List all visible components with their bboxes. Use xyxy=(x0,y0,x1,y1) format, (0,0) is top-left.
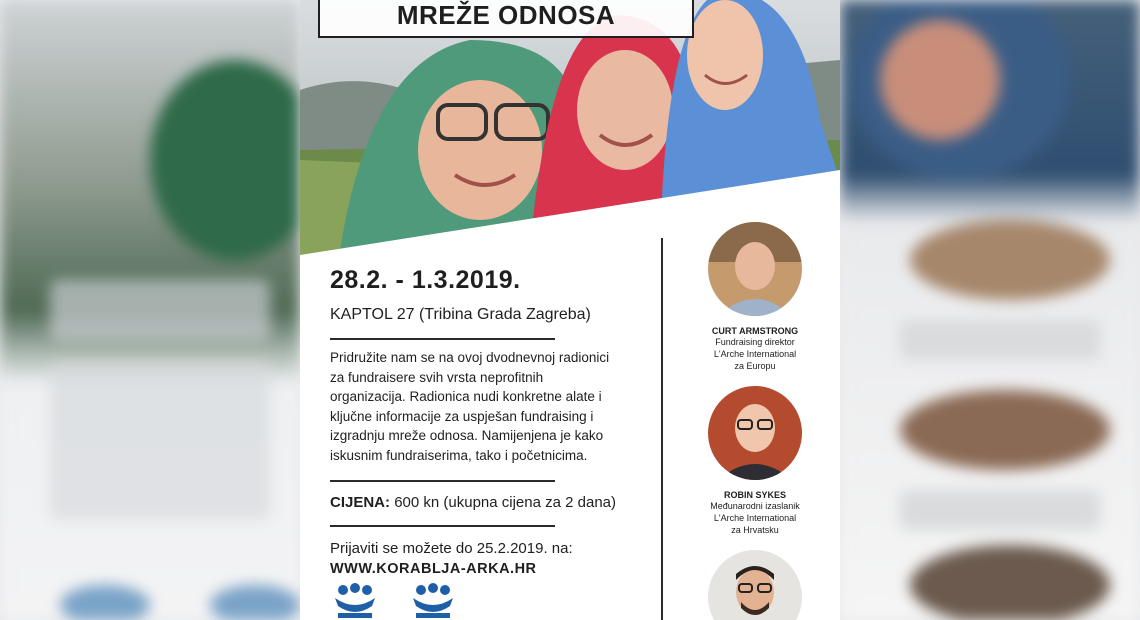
speaker-role-line: za Europu xyxy=(734,361,776,371)
event-description: Pridružite nam se na ovoj dvodnevnoj radionici za fundraisere svih vrsta neprofitnih organizacija. Radionica nudi konkretne alate i ključne informacije za uspješan fundraising i izgradnju mreže odnosa. Namijenjena je kako iskusnim fundraiserima, tako i početnicima. xyxy=(330,350,610,463)
avatar xyxy=(708,386,802,480)
speaker-card xyxy=(695,550,815,620)
speaker-name: ROBIN SYKES xyxy=(723,490,786,500)
speaker-card xyxy=(695,222,815,372)
speaker-role-line: Fundraising direktor xyxy=(715,337,795,347)
speaker-card xyxy=(695,386,815,536)
event-poster xyxy=(300,0,840,620)
speaker-role-line: L'Arche International xyxy=(713,513,797,523)
organizer-logos xyxy=(330,580,458,620)
blurred-background-left xyxy=(0,0,300,620)
event-venue: KAPTOL 27 (Tribina Grada Zagreba) xyxy=(330,306,591,323)
avatar xyxy=(708,222,802,316)
event-price xyxy=(330,494,650,511)
poster-title: MREŽE ODNOSA xyxy=(396,0,616,30)
ark-logo-icon xyxy=(330,580,380,620)
poster-title-box xyxy=(318,0,694,38)
column-divider xyxy=(661,238,663,620)
avatar xyxy=(708,550,802,620)
speaker-role-line: za Hrvatsku xyxy=(731,525,779,535)
price-value: 600 kn (ukupna cijena za 2 dana) xyxy=(394,493,617,511)
speakers-column xyxy=(695,222,815,620)
registration-text: Prijaviti se možete do 25.2.2019. na: xyxy=(330,539,573,557)
event-details xyxy=(330,262,650,579)
speaker-role-line: Međunarodni izaslanik xyxy=(710,501,800,511)
ark-logo-icon xyxy=(408,580,458,620)
speaker-role-line: L'Arche International xyxy=(713,349,797,359)
header-photo xyxy=(300,0,840,255)
blurred-background-right xyxy=(840,0,1140,620)
speaker-name: CURT ARMSTRONG xyxy=(711,326,799,336)
registration-url[interactable]: WWW.KORABLJA-ARKA.HR xyxy=(330,560,537,577)
divider-line xyxy=(330,338,555,340)
event-date: 28.2. - 1.3.2019. xyxy=(330,266,521,294)
price-label: CIJENA: xyxy=(330,493,391,511)
divider-line xyxy=(330,525,555,527)
divider-line xyxy=(330,480,555,482)
